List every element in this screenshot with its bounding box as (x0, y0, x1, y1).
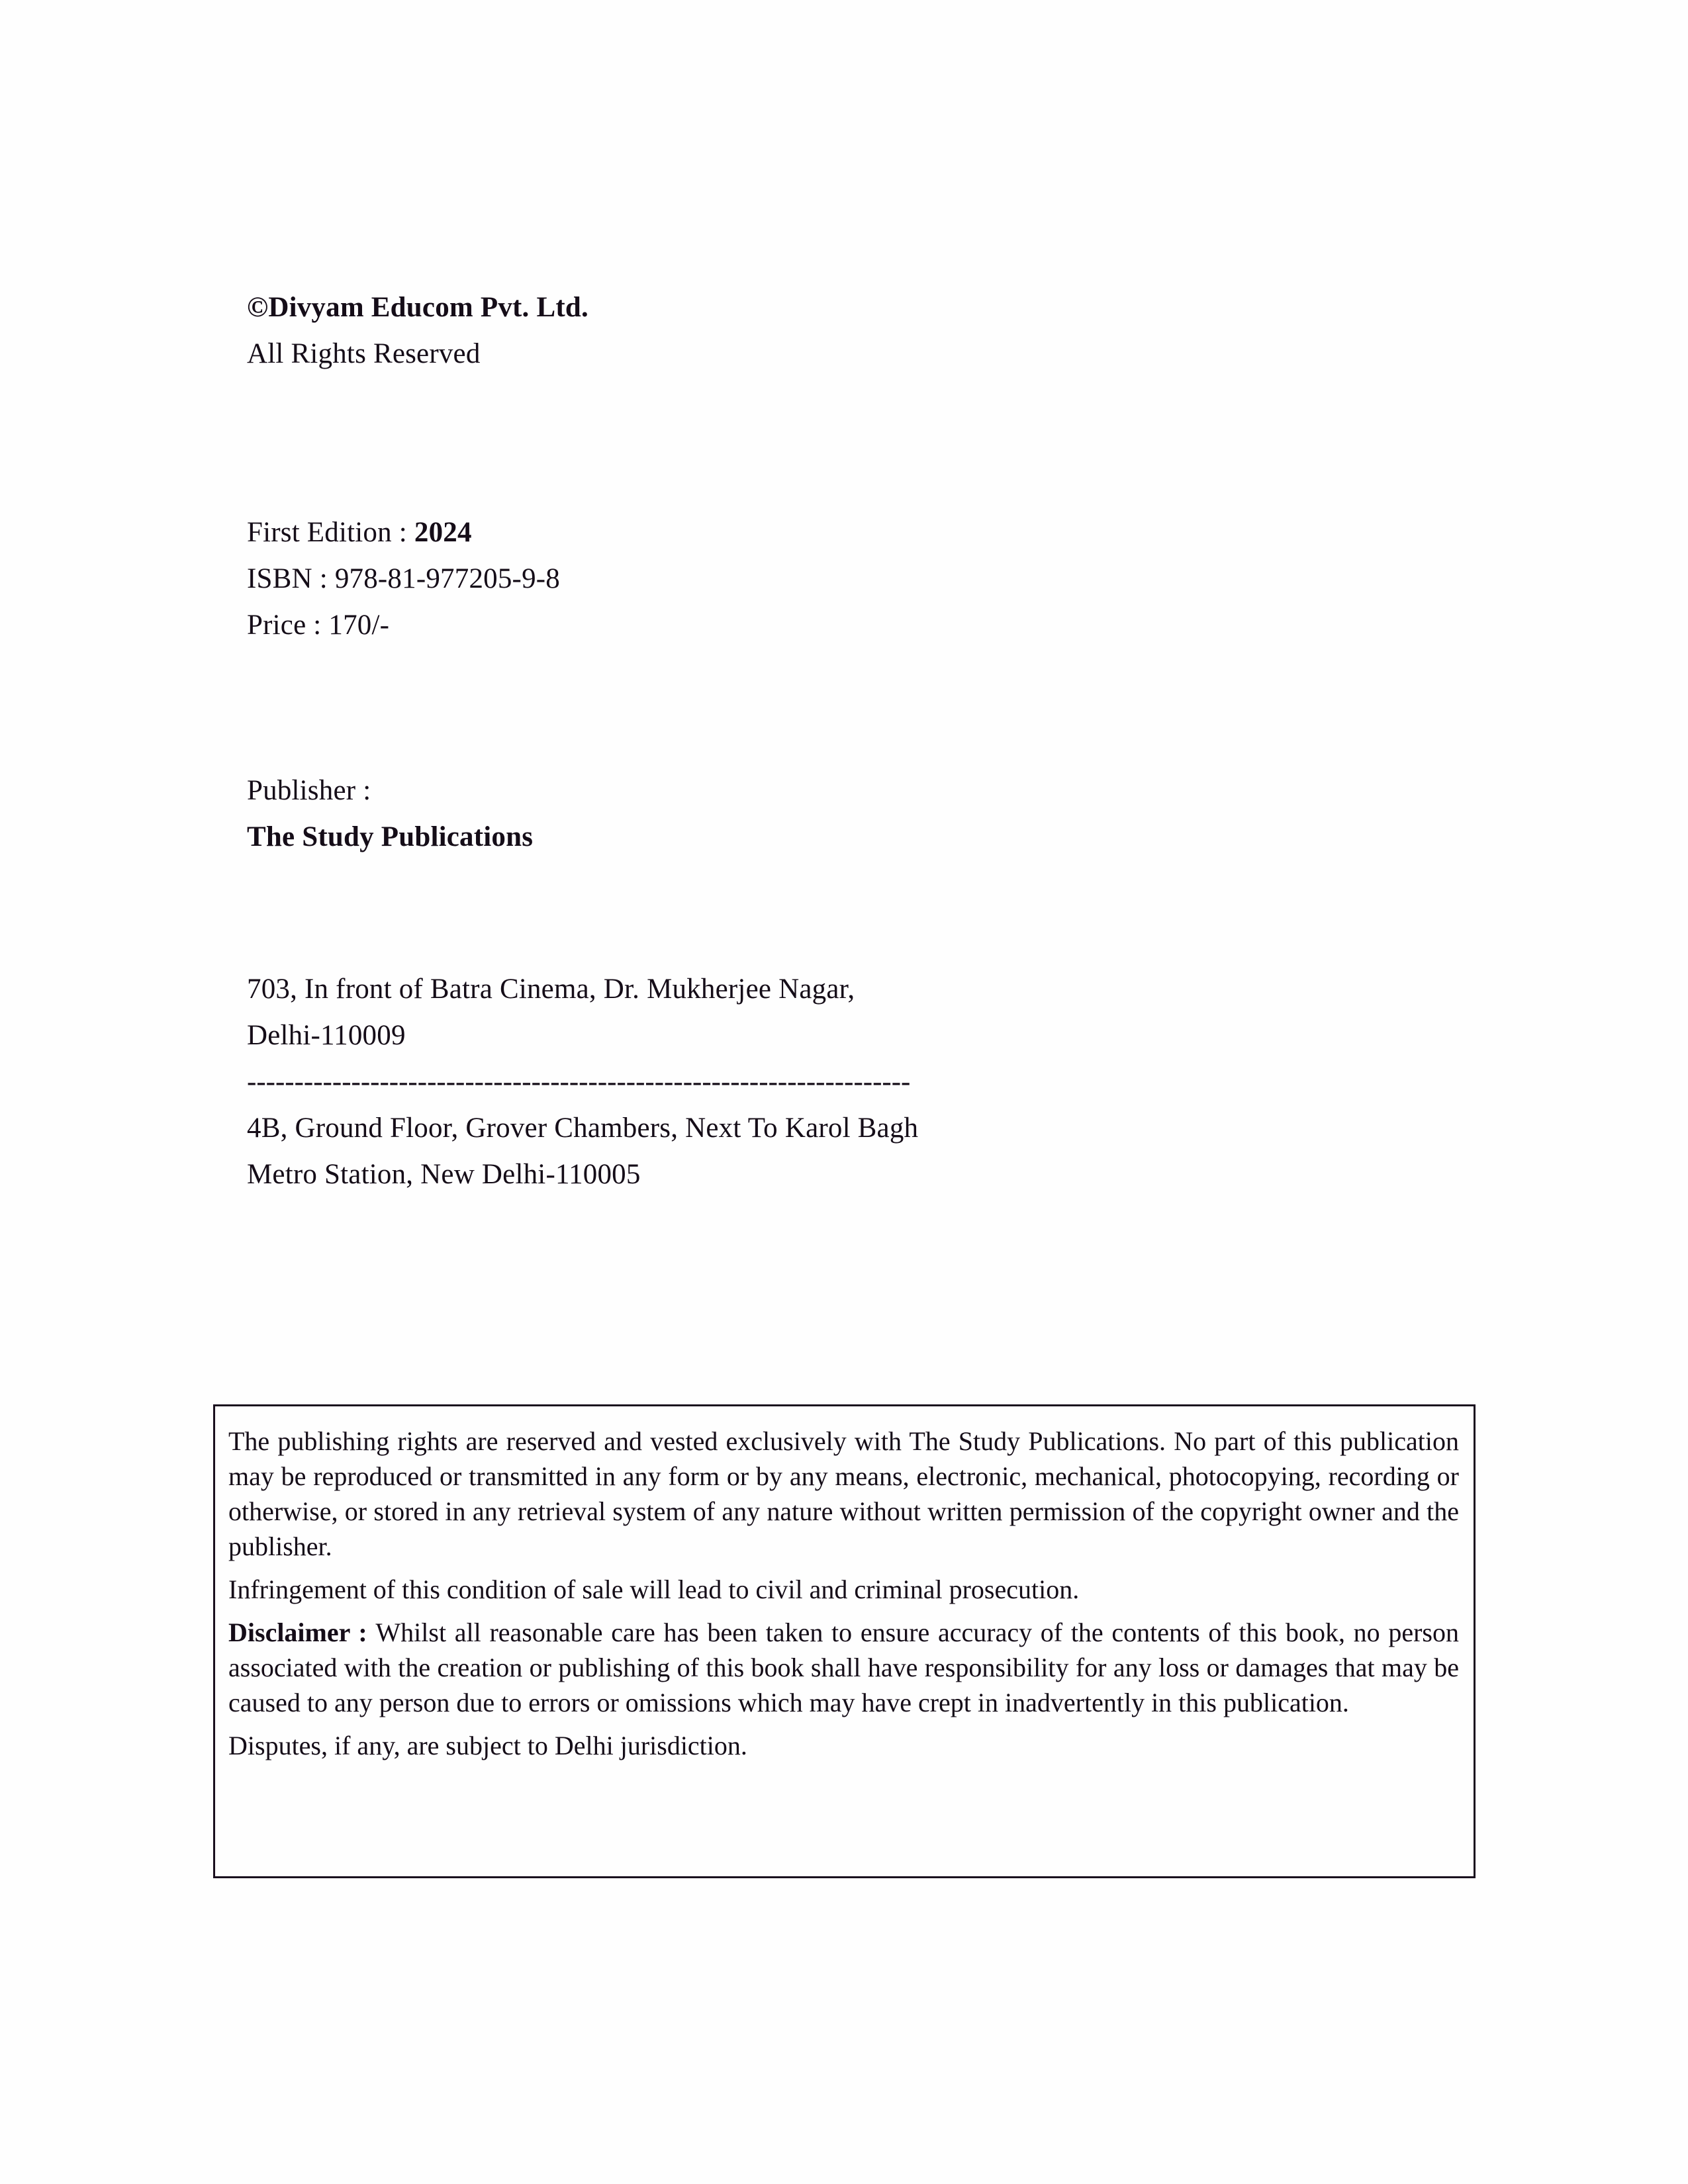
disputes-paragraph: Disputes, if any, are subject to Delhi jurisdiction. (228, 1731, 747, 1760)
spacer (247, 649, 1478, 768)
spacer (247, 860, 1478, 966)
address-secondary-line2: Metro Station, New Delhi-110005 (247, 1159, 641, 1190)
copyright-holder: ©Divyam Educom Pvt. Ltd. (247, 292, 588, 323)
address-separator: ---------------------------------------------------------------------- (247, 1066, 911, 1097)
legal-notice-box (213, 1404, 1476, 1878)
address-primary-line1: 703, In front of Batra Cinema, Dr. Mukherjee Nagar, (247, 974, 855, 1005)
edition-label: First Edition : (247, 517, 414, 548)
edition-line (247, 510, 1478, 556)
disclaimer-paragraph (228, 1615, 1459, 1720)
publisher-name: The Study Publications (247, 821, 534, 852)
disclaimer-label: Disclaimer : (228, 1617, 376, 1647)
disclaimer-text: Whilst all reasonable care has been taken to ensure accuracy of the contents of this book, no person associated with the creation or publishing of this book shall have responsibility for any loss or damages that may be caused to any person due to errors or omissions which may have crept in inadvertently in this publication. (228, 1617, 1459, 1717)
infringement-paragraph: Infringement of this condition of sale will lead to civil and criminal prosecution. (228, 1574, 1080, 1604)
isbn-line: ISBN : 978-81-977205-9-8 (247, 563, 560, 594)
address-primary-line2: Delhi-110009 (247, 1020, 406, 1051)
spacer (247, 377, 1478, 510)
price-line: Price : 170/- (247, 610, 390, 641)
edition-year: 2024 (414, 517, 472, 548)
rights-paragraph: The publishing rights are reserved and vested exclusively with The Study Publications. No part of this publication may be reproduced or transmitted in any form or by any means, electronic, mechanical, photocopying, recording or otherwise, or stored in any retrieval system of any nature without written permission of the copyright owner and the publisher. (228, 1426, 1459, 1561)
rights-statement: All Rights Reserved (247, 338, 481, 369)
address-secondary-line1: 4B, Ground Floor, Grover Chambers, Next To Karol Bagh (247, 1113, 919, 1144)
publisher-label: Publisher : (247, 775, 371, 806)
imprint-block (247, 285, 1478, 1198)
